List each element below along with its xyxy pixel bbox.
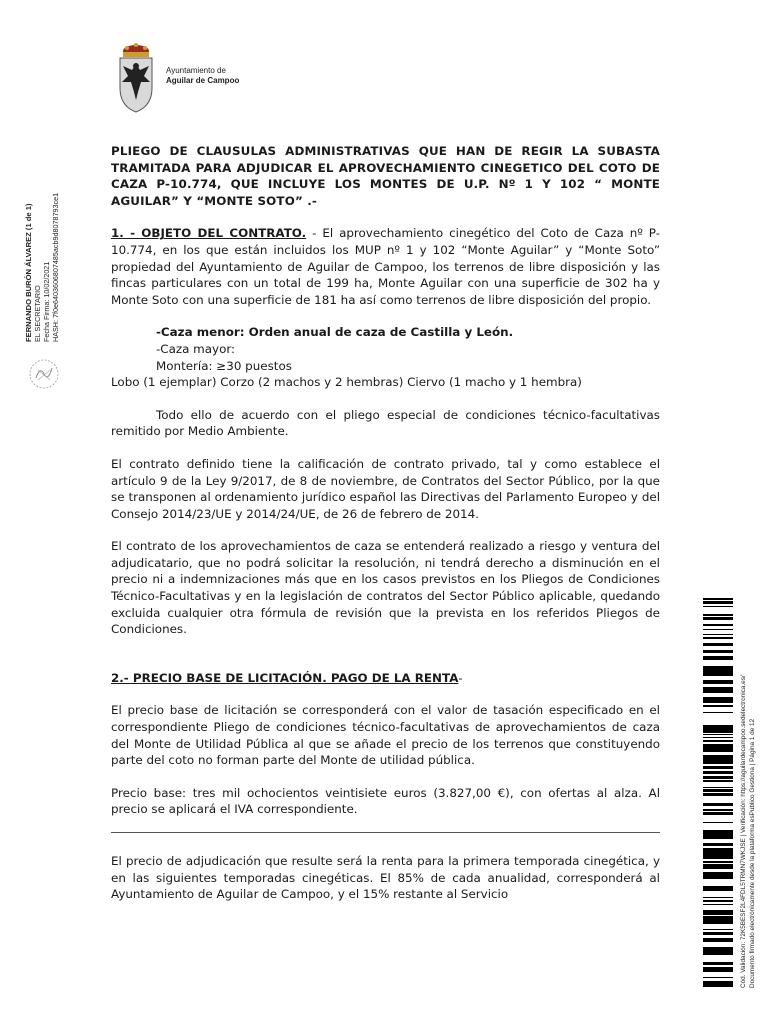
barcode-bar [703,757,733,760]
barcode-bar [703,692,733,693]
barcode-bar [703,803,733,806]
barcode-bar [703,638,733,639]
barcode-bar [703,833,733,834]
barcode-bar [703,734,733,735]
big-game-line: -Caza mayor: [156,341,236,356]
signer-role: EL SECRETARIO [33,285,42,342]
barcode-bar [703,861,733,863]
barcode-bar [703,922,733,924]
barcode-bar [703,912,733,915]
barcode-bar [703,948,733,950]
signature-hash: HASH: 7f0e6403606807485acb9d8078793ce1 [51,192,60,342]
barcode-bar [703,854,733,855]
barcode-bar [703,837,733,839]
barcode-bar [703,740,733,742]
barcode-bar [703,910,733,912]
barcode-bar [703,730,733,733]
barcode-bar [703,760,733,762]
barcode-bar [703,795,733,796]
barcode-bar [703,794,733,795]
barcode-bar [703,982,733,984]
barcode-bar [703,877,733,879]
barcode-bar [703,683,733,684]
barcode-bar [703,843,733,844]
monteria-line: Montería: ≥30 puestos [156,358,292,373]
barcode-bar [703,985,733,987]
barcode-bar [703,624,733,626]
paragraph-adjudicacion: El precio de adjudicación que resulte será la renta para la primera temporada cinegética, y en las siguientes temporadas cinegéticas. El 85% de cada anualidad, corresponderá al Ayuntamiento de Aguilar de Campoo, y el 15% restante al Servicio [111,854,660,902]
section-1-text: - El aprovechamiento cinegético del Coto de Caza nº P-10.774, en los que están incluidos los MUP nº 1 y 102 “Monte Aguilar” y “Monte Soto” propiedad del Ayuntamiento de Aguilar de Campoo, los terrenos de libre disposición y las fincas particulares con un total de 199 ha, Monte Aguilar con una superficie de 302 ha y Monte Soto con una superficie de 181 ha así como terrenos de libre disposición del propio. [111,226,660,307]
barcode-bar [703,848,733,851]
barcode-bar [703,830,733,833]
organization-line-1: Ayuntamiento de [166,66,226,75]
barcode-bar [703,834,733,837]
barcode-bar [703,897,733,898]
barcode-bar [703,904,733,905]
signature-block [24,22,76,342]
barcode-bar [703,771,733,774]
barcode-bar [703,874,733,877]
verification-barcode [703,598,733,990]
barcode-bar [703,656,733,658]
barcode-bar [703,886,733,888]
barcode-bar [703,650,733,653]
barcode-bar [703,900,733,902]
barcode-bar [703,670,733,673]
organization-name [166,66,239,86]
barcode-bar [703,844,733,846]
verification-line-2: Documento firmado electrónicamente desde la plataforma esPublico Gestiona | Página 1 de 12 [748,718,756,988]
section-2-paragraph [111,670,660,687]
barcode-bar [703,962,733,964]
barcode-bar [703,789,733,792]
section-1-paragraph [111,225,660,308]
section-2-heading: 2.- PRECIO BASE DE LICITACIÓN. PAGO DE LA RENTA [111,670,459,685]
section-2-suffix: - [458,670,463,685]
barcode-bar [703,851,733,854]
barcode-bar [703,755,733,757]
barcode-bar [703,728,733,730]
barcode-bar [703,745,733,747]
verification-line-1: Cód. Validación: 72K5BESF2L4FDL5TRMN7WKJSE | Verificación: https://aguilardecampoo.sedelectronica.es/ [740,675,747,988]
barcode-bar [703,687,733,688]
barcode-bar [703,867,733,869]
barcode-bar [703,697,733,700]
barcode-bar [703,750,733,752]
barcode-bar [703,780,733,782]
small-game-line: -Caza menor: Orden anual de caza de Castilla y León. [156,325,514,340]
barcode-bar [703,702,733,703]
barcode-bar [703,787,733,788]
barcode-bar [703,813,733,815]
barcode-bar [703,809,733,811]
paragraph-precio-base: El precio base de licitación se corresponderá con el valor de tasación especificado en el correspondiente Pliego de condiciones técnico-facultativas de aprovechamientos de caza del Monte de Utilidad Pública al que se añade el precio de los terrenos que constituyendo parte del coto no forman parte del Monte de utilidad pública. [111,703,660,768]
barcode-bar [703,822,733,823]
barcode-bar [703,680,733,683]
barcode-bar [703,793,733,794]
paragraph-precio-valor: Precio base: tres mil ochocientos veintisiete euros (3.827,00 €), con ofertas al alza. Al precio se aplicará el IVA correspondiente. [111,785,660,817]
barcode-bar [703,855,733,856]
barcode-bar [703,776,733,779]
barcode-bar [703,712,733,713]
barcode-bar [703,658,733,660]
barcode-bar [703,981,733,982]
barcode-bar [703,737,733,738]
barcode-bar [703,603,733,604]
barcode-bar [703,673,733,676]
barcode-bar [703,916,733,919]
signature-seal-icon [26,356,62,392]
barcode-bar [703,953,733,955]
barcode-bar [703,634,733,635]
signer-name: FERNANDO BURÓN ÁLVAREZ (1 de 1) [24,203,33,342]
document-title: PLIEGO DE CLAUSULAS ADMINISTRATIVAS QUE HAN DE REGIR LA SUBASTA TRAMITADA PARA ADJUDICAR EL APROVECHAMIENTO CINEGETICO DEL COTO DE CAZA P-10.774, QUE INCLUYE LOS MONTES DE U.P. Nº 1 Y 102 “ MONTE AGUILAR” Y “MONTE SOTO” .- [111,144,660,208]
barcode-bar [703,725,733,726]
barcode-bar [703,766,733,769]
barcode-bar [703,984,733,985]
barcode-bar [703,606,733,607]
barcode-bar [703,726,733,728]
barcode-bar [703,617,733,620]
document-body [111,143,660,903]
barcode-bar [703,762,733,764]
barcode-bar [703,950,733,953]
barcode-bar [703,666,733,667]
barcode-bar [703,747,733,750]
organization-line-2: Aguilar de Campoo [166,76,240,85]
barcode-bar [703,690,733,692]
barcode-bar [703,614,733,616]
barcode-bar [703,967,733,970]
section-1-heading: 1. - OBJETO DEL CONTRATO. [111,226,307,241]
barcode-bar [703,971,733,972]
barcode-bar [703,888,733,891]
barcode-bar [703,977,733,978]
barcode-bar [703,744,733,745]
horizontal-divider [111,832,660,833]
barcode-bar [703,643,733,646]
barcode-bar [703,970,733,971]
barcode-bar [703,929,733,930]
barcode-bar [703,601,733,603]
barcode-bar [703,700,733,702]
barcode-bar [703,629,733,630]
barcode-bar [703,919,733,922]
paragraph-acuerdo: Todo ello de acuerdo con el pliego especial de condiciones técnico-facultativas remitido por Medio Ambiente. [111,407,660,439]
barcode-bar [703,688,733,690]
species-line: Lobo (1 ejemplar) Corzo (2 machos y 2 hembras) Ciervo (1 macho y 1 hembra) [111,375,582,390]
barcode-bar [703,856,733,859]
barcode-bar [703,947,733,948]
barcode-bar [703,872,733,874]
barcode-bar [703,938,733,940]
barcode-bar [703,667,733,670]
barcode-bar [703,637,733,638]
signature-date: Fecha Firma: 10/02/2021 [42,261,51,342]
barcode-bar [703,932,733,935]
verification-text [740,596,764,988]
coat-of-arms-logo [116,42,156,114]
barcode-bar [703,940,733,942]
barcode-bar [703,864,733,867]
paragraph-calificacion: El contrato definido tiene la calificación de contrato privado, tal y como establece el artículo 9 de la Ley 9/2017, de 8 de noviembre, de Contratos del Sector Público, por la que se transponen al ordenamiento jurídico español las Directivas del Parlamento Europeo y del Consejo 2014/23/UE y 2014/24/UE, de 26 de febrero de 2014. [111,456,660,521]
barcode-bar [703,598,733,600]
barcode-bar [703,812,733,813]
paragraph-riesgo: El contrato de los aprovechamientos de caza se entenderá realizado a riesgo y ventura del adjudicatario, que no podrá solicitar la resolución, ni tendrá derecho a disminución en el precio ni a indemnizaciones más que en los casos previstos en los Pliegos de Condiciones Técnico-Facultativas y en la legislación de contratos del Sector Público aplicable, quedando excluida cualquier otra fórmula de revisión que la prevista en los referidos Pliegos de Condiciones. [111,539,660,637]
barcode-bar [703,705,733,707]
game-list [111,324,660,374]
barcode-bar [703,964,733,965]
